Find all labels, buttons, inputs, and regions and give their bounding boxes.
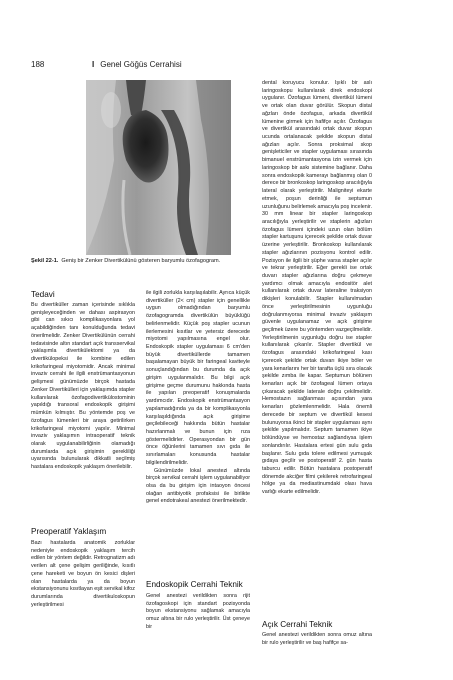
heading-tedavi: Tedavi: [31, 290, 55, 299]
figure-caption-text: Geniş bir Zenker Divertikülünü gösteren baryumlu özofagogram.: [61, 258, 221, 264]
running-head: [92, 60, 182, 69]
column-left-text: [31, 302, 135, 472]
paragraph: Genel anestezi verildikten sonra rijit özofagoskopi için standart pozisyonda boyun ekstansiyonu sağlamak amacıyla omuz altına bir rulo yerleştirilir. Üst çeneye bir: [146, 593, 250, 630]
paragraph: dental koruyucu konulur. Işıklı bir aslı laringoskopu kullanılarak direk endoskopi uygulanır. Özofagus lümeni, divertikül lümeni ve ortak olan duvar görülür. Skopun distal ağzları önde özofagus, arkada divertikül lümenine girmek için hafifçe açılır. Özofagus ve divertikül arasındaki ortak duvar skopun ucunda ortalanacak şekilde skopun distal ağızları açılır. Sonra proksimal skop genişleticiler ve stapler uygulaması sırasında bimanuel enstrümantasyona izin vermek için laringoskop bir askı sistemine bağlanır. Daha sonra endoskopik kamerayı bağlanmış olan 0 derece bir bronkoskop laringoskop aracılığıyla lateral olarak yerleştirilir. Maligniteyi ekarte etmek, poşun derinliği ile septumun uzunluğunu belirlemek amacıyla poş incelenir. 30 mm linear bir stapler laringoskop aracılığıyla yerleştirilir ve staplerin ağızları özofagus lümeni içindeki uzun olan bölüm stapler kartuşunu içerecek şekilde ortak duvar üzerine yerleştirilir. Bronkoskop kullanılarak stapler ağızlarının pozisyonu kontrol edilir. Pozisyon ile ilgili bir şüphe varsa stapler açılır ve tekrar yerleştirilir. Eğer gerekli ise ortak duvarı stapler ağızlarına doğru çekmeye yardımcı olmak amacıyla endositör alet kullanılarak ortak duvar lateraline traksiyon dikişleri konulabilir. Stapler kullanılmadan önce yerleştirilmesinin uygunluğu doğrulanmıyorsa minimal invaziv yaklaşım güvenle uygulanamaz ve açık girişime geçilmek üzere bu yöntemden vazgeçilmelidir. Yerleştirilmenin uygunluğu doğru ise stapler kullanılarak çıkarılır. Stapler divertikül ve özofagus arasındaki krikofaringeal kası içerecek şekilde ortak duvarı ikiye böler ve yara kenarlarını her bir tarafta üçlü sıra olacak şekilde zımba ile kapar. Septumun bölünen kenarları açık bir özofageal lümen ortaya çıkaracak şekilde laterale doğru çekilmelidir. Hemostazın sağlanması açısından yara kenarları gözlemlenmelidir. Hala önemli derecede bir septum ve divertikül kesesi bulunuyorsa ikinci bir stapler uygulaması aynı şekilde yapılmalıdır. Septum tamamen ikiye bölündüyse ve hemostaz sağlandıysa işlem sonlandırılır. Hastalara ertesi gün sulu gıda başlanır. Sulu gıda tolere edilmesi yumuşak gıdaya geçilir ve postoperatif 2. gün hasta taburcu edilir. Bütün hastalara postoperatif dönemde akciğer filmi çekilerek retrofaringeal hölge ya da mediastinumdaki olası hava varlığı ekarte edilmelidir.: [262, 80, 372, 496]
column-left-preop-text: [31, 540, 135, 609]
paragraph: Bazı hastalarda anatomik zorluklar nedeniyle endoskopik yaklaşım tercih edilen bir yöntem değildir. Retrognatizm adı verilen alt çene gelişim geriliğinde, kısıtlı çene hareketi ve boyun ön kesici dişleri olan hastalarda ya da boyun ekstansiyonunu kısıtlayan eşit servikal kifoz durumlarında divertikuloskopun yerleştirilmesi: [31, 540, 135, 608]
part-number: I: [92, 60, 95, 69]
column-right-text: [262, 80, 372, 497]
paragraph: Günümüzde lokal anestezi altında birçok servikal cerrahi işlem uygulanabiliyor olsa da bu girişim için intaoyon öncesi olağan antibiyotik profaksisi ile birlikte genel endotrakeal anestezi önerilmektedir.: [146, 467, 250, 505]
paragraph: ile ilgili zorlukla karşılaşılabilir. Ayrıca küçük divertiküller (2< cm) stapler için genellikle uygun olmadığından baryumlu özofagogramda divertikülün büyüklüğü belirlenmelidir. Küçük poş stapler ucunun ilerlemesini kısıtlar ve yetersiz derecede miyotomi yapılmasına engel olur. Endoskopik stapler uygulaması 6 cm'den büyük divertiküllerde tamamen başalamayan büyük bir faringeal kaviteyle sonuçlandığından bu durumda da açık girişim uygulanmalıdır. Bu bilgi açık girişime geçme durumunu hakkında hasta ile yapılan preoperatif konuşmalarda yardımcıdır. Endoskopik enstrümantasyon yapılamadığında ya da bir komplikasyonla karşılaşıldığında açık girişime geçilebileceği hakkında bütün hastalar hazırlanmalı ve bunun için rıza göstermelidirler. Operasyondan bir gün önce öğünlerini tamamen sıvı gıda ile sınırlamaları konusunda hastalar bilgilendirilmelidir.: [146, 290, 250, 466]
paragraph: Genel anestezi verildikten sonra omuz altına bir rulo yerleştirilir ve baş hafifçe sa-: [262, 632, 372, 646]
heading-endoskopik: Endoskopik Cerrahi Teknik: [146, 580, 243, 589]
running-title: Genel Göğüs Cerrahisi: [100, 60, 182, 69]
figure-caption: [31, 258, 246, 266]
heading-preoperatif: Preoperatif Yaklaşım: [31, 527, 107, 536]
paragraph: Bu divertiküller zaman içerisinde sıklıkla genişleyeceğinden ve dahası aspirasyon gibi can sıkıcı komplikasyonlara yol açabildiğinden tanı konulduğunda tedavi önerilmelidir. Zenker Divertikülünün cerrahi tedavisinde altın standart açık transservikal yaklaşımla divertikülektomi ya da divertikülopeksi ile kombine edilen krikofaringeal miyotomidir. Ancak minimal invaziv cerrahi ile ilgili enstrümantasyonun gelişmesi günümüzde birçok hastada Zenker Divertikülleri için yaklaşımda stapler kullanılarak özofagodivertikülostominin yapıldığı transoral endoskopik girişimi mümkün kılmıştır. Bu yöntemde poş ve özofagus lümenleri bir araya getirilirken krikofaringeal miyotomi yapılır. Minimal invaziv yaklaşımın intraoperatif teknik olarak uygulanabilirliğinin olamadığı durumlarda açık girişimin gerekliliği uyarısında bulunularak dikkatli seçilmiş hastalara endoskopik yaklaşım önerilebilir.: [31, 302, 135, 471]
barium-esophagogram-image: [86, 80, 231, 255]
column-middle-endo-text: [146, 593, 250, 632]
page-number: 188: [31, 60, 45, 69]
column-right-acik-text: [262, 632, 372, 647]
column-middle-text: [146, 290, 250, 506]
figure-label: Şekil 22-1.: [31, 258, 59, 264]
heading-acik: Açık Cerrahi Teknik: [262, 620, 333, 629]
